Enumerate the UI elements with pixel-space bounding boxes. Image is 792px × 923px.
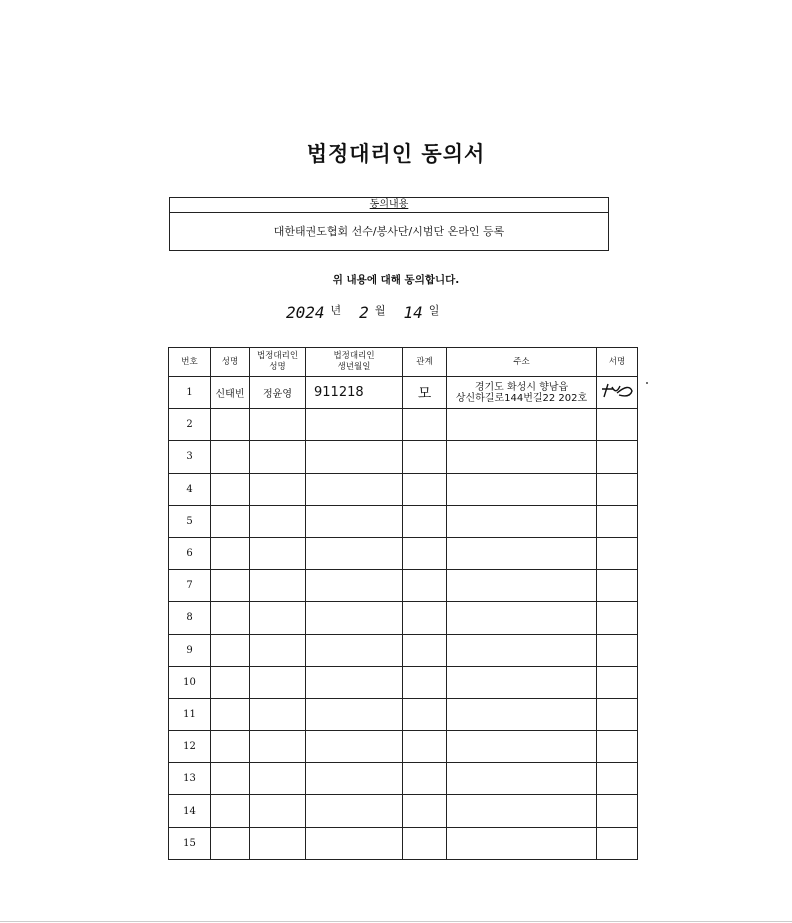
table-row [169,731,638,763]
row-signature [597,731,638,763]
row-guardian-birth [306,473,403,505]
row-guardian-name [250,602,306,634]
row-guardian-birth [306,634,403,666]
row-signature [597,570,638,602]
row-signature [597,537,638,569]
document-title: 법정대리인 동의서 [306,141,486,166]
row-relation [403,795,447,827]
row-signature [597,409,638,441]
row-guardian-birth [306,602,403,634]
row-address [447,570,597,602]
row-number: 15 [169,827,211,859]
header-guardian-name-line1: 법정대리인 [256,351,299,361]
row-name [211,409,250,441]
row-number: 10 [169,666,211,698]
row-guardian-name: 정윤영 [250,377,306,409]
row-signature [597,666,638,698]
row-relation [403,473,447,505]
row-relation [403,505,447,537]
table-row [169,377,638,409]
row-address [447,795,597,827]
row-guardian-name [250,763,306,795]
row-address [447,827,597,859]
row-name [211,602,250,634]
row-guardian-name [250,537,306,569]
row-guardian-birth [306,763,403,795]
row-address-line2: 상신하길로144번길22 202호 [455,392,588,404]
row-relation [403,537,447,569]
row-relation [403,698,447,730]
row-relation: 모 [403,377,447,409]
row-name [211,666,250,698]
table-row [169,537,638,569]
date-year: 2024 [286,303,325,322]
header-guardian-name [250,348,306,377]
table-row [169,505,638,537]
date-day-unit: 일 [428,304,440,317]
row-name [211,505,250,537]
table-row [169,409,638,441]
page-bottom-edge [0,921,792,922]
row-guardian-birth [306,409,403,441]
row-relation [403,570,447,602]
header-guardian-birth-line1: 법정대리인 [333,351,375,361]
table-row [169,698,638,730]
row-relation [403,441,447,473]
row-guardian-name [250,634,306,666]
row-guardian-name [250,409,306,441]
row-relation [403,763,447,795]
table-header-row [169,348,638,377]
row-address [447,409,597,441]
header-signature: 서명 [597,348,638,377]
row-address [447,634,597,666]
row-guardian-birth: 911218 [306,377,403,409]
row-number: 13 [169,763,211,795]
row-signature [597,377,638,409]
row-guardian-name [250,441,306,473]
row-guardian-birth [306,827,403,859]
consent-header [170,198,608,213]
row-guardian-name [250,666,306,698]
row-name [211,570,250,602]
row-address [447,666,597,698]
row-guardian-birth [306,698,403,730]
row-relation [403,634,447,666]
row-signature [597,698,638,730]
consent-header-label: 동의내용 [369,199,409,210]
row-guardian-name [250,505,306,537]
row-number: 4 [169,473,211,505]
row-relation [403,731,447,763]
date-day: 14 [403,303,423,322]
header-guardian-birth [306,348,403,377]
table-row [169,602,638,634]
row-number: 8 [169,602,211,634]
row-address [447,698,597,730]
header-guardian-birth-line2: 생년월일 [337,362,371,372]
date-month-unit: 월 [374,304,386,317]
row-address [447,602,597,634]
table-row [169,795,638,827]
row-guardian-birth [306,795,403,827]
date-year-unit: 년 [330,304,342,317]
row-name [211,827,250,859]
row-signature [597,602,638,634]
row-signature [597,473,638,505]
row-guardian-name [250,570,306,602]
row-number: 7 [169,570,211,602]
table-row [169,570,638,602]
table-row [169,441,638,473]
row-signature [597,795,638,827]
row-number: 11 [169,698,211,730]
row-guardian-birth [306,441,403,473]
signature-mark [599,381,635,401]
table-row [169,634,638,666]
row-number: 5 [169,505,211,537]
table-row [169,666,638,698]
row-address [447,441,597,473]
row-address [447,473,597,505]
row-number: 6 [169,537,211,569]
header-number: 번호 [169,348,211,377]
row-guardian-name [250,795,306,827]
row-relation [403,602,447,634]
row-relation [403,827,447,859]
agreement-statement: 위 내용에 대해 동의합니다. [332,274,460,286]
row-number: 14 [169,795,211,827]
date-month: 2 [359,303,369,322]
row-name [211,795,250,827]
row-name [211,634,250,666]
row-guardian-birth [306,570,403,602]
row-signature [597,763,638,795]
header-guardian-name-line2: 성명 [269,362,286,372]
row-address [447,505,597,537]
row-name: 신태빈 [211,377,250,409]
row-address [447,731,597,763]
row-relation [403,409,447,441]
row-number: 9 [169,634,211,666]
consent-box [169,197,609,251]
row-signature [597,634,638,666]
row-guardian-birth [306,666,403,698]
row-number: 12 [169,731,211,763]
table-row [169,473,638,505]
table-row [169,827,638,859]
row-guardian-name [250,731,306,763]
table-row [169,763,638,795]
registrant-table [168,347,638,860]
row-name [211,698,250,730]
header-address: 주소 [447,348,597,377]
row-number: 1 [169,377,211,409]
header-relation: 관계 [403,348,447,377]
row-number: 2 [169,409,211,441]
row-guardian-name [250,698,306,730]
consent-content: 대한태권도협회 선수/봉사단/시범단 온라인 등록 [273,225,505,238]
stray-mark [646,382,648,384]
row-signature [597,505,638,537]
row-name [211,731,250,763]
row-address [447,763,597,795]
row-guardian-name [250,827,306,859]
row-number: 3 [169,441,211,473]
row-name [211,763,250,795]
row-name [211,537,250,569]
row-guardian-birth [306,505,403,537]
row-signature [597,827,638,859]
row-signature [597,441,638,473]
row-name [211,473,250,505]
row-address [447,537,597,569]
row-address [447,377,597,409]
row-name [211,441,250,473]
row-guardian-name [250,473,306,505]
row-guardian-birth [306,731,403,763]
header-name: 성명 [211,348,250,377]
date-line [286,303,457,322]
row-relation [403,666,447,698]
row-address-line1: 경기도 화성시 향남읍 [474,381,569,393]
row-guardian-birth [306,537,403,569]
